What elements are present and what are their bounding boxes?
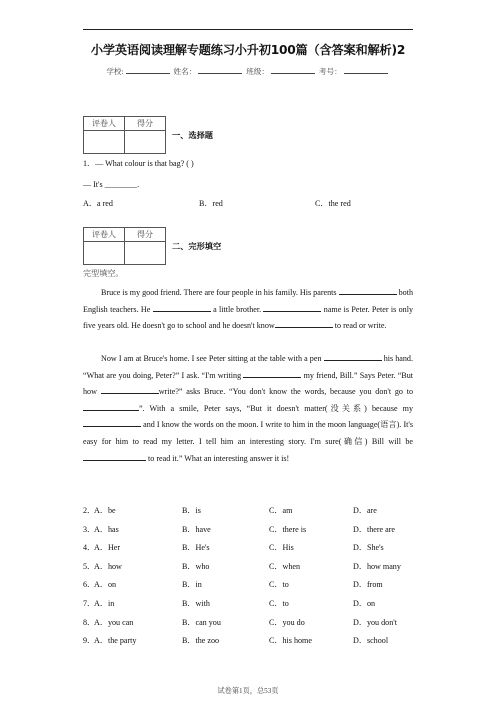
option-row bbox=[83, 579, 423, 591]
option-d[interactable]: D．She's bbox=[353, 543, 384, 553]
option-d[interactable]: D．from bbox=[353, 580, 383, 590]
student-info-line bbox=[0, 66, 496, 77]
grader-cell bbox=[84, 131, 125, 154]
question-1-answer-line: — It's ________. bbox=[83, 180, 140, 189]
option-a[interactable]: A．Her bbox=[94, 543, 121, 553]
option-a[interactable]: A．how bbox=[94, 561, 122, 571]
question-number: 7． bbox=[83, 599, 96, 608]
option-a[interactable]: A．be bbox=[94, 506, 116, 515]
blank-5[interactable] bbox=[275, 319, 333, 328]
option-b[interactable]: B．have bbox=[182, 524, 211, 534]
option-row bbox=[83, 635, 423, 647]
blank-6[interactable] bbox=[324, 352, 382, 361]
option-a[interactable]: A．has bbox=[94, 524, 119, 534]
option-row bbox=[83, 524, 423, 536]
option-d[interactable]: D．are bbox=[353, 506, 377, 515]
option-row bbox=[83, 505, 423, 517]
blank-9[interactable] bbox=[83, 402, 139, 411]
blank-11[interactable] bbox=[83, 452, 146, 461]
option-d[interactable]: D．how many bbox=[353, 561, 401, 571]
header-rule bbox=[83, 29, 413, 30]
passage-paragraph-1: Bruce is my good friend. There are four people in his family. His parents both English teachers. He a little brother. name is Peter. Peter is only five years old. He doesn't go to school and he doesn't know to read or write. bbox=[83, 288, 414, 331]
question-1: 1．— What colour is that bag? ( ) bbox=[83, 159, 194, 168]
section-2-subtitle: 完型填空。 bbox=[83, 269, 124, 278]
blank-3[interactable] bbox=[153, 303, 211, 312]
option-b[interactable]: B．He's bbox=[182, 543, 210, 553]
option-b[interactable]: B．is bbox=[182, 506, 201, 515]
name-blank[interactable] bbox=[198, 66, 242, 74]
option-a[interactable]: A．on bbox=[94, 580, 117, 590]
page-footer: 试卷第1页，总53页 bbox=[217, 687, 279, 695]
option-b[interactable]: B．with bbox=[182, 599, 210, 608]
blank-8[interactable] bbox=[101, 385, 159, 394]
question-number: 2． bbox=[83, 506, 96, 515]
score-table-2 bbox=[83, 227, 166, 265]
name-label: 姓名： bbox=[173, 67, 197, 76]
number-label: 考号： bbox=[318, 67, 342, 76]
option-row bbox=[83, 598, 423, 610]
blank-2[interactable] bbox=[339, 286, 397, 295]
option-1a[interactable]: A．a red bbox=[83, 199, 113, 208]
option-c[interactable]: C．His bbox=[269, 543, 294, 553]
question-number: 5． bbox=[83, 561, 96, 571]
grader-cell bbox=[84, 242, 125, 265]
option-d[interactable]: D．there are bbox=[353, 524, 396, 534]
option-b[interactable]: B．can you bbox=[182, 617, 221, 627]
option-1b[interactable]: B．red bbox=[199, 199, 223, 208]
option-1c[interactable]: C．the red bbox=[315, 199, 351, 208]
score-table-1 bbox=[83, 116, 166, 154]
option-d[interactable]: D．school bbox=[353, 636, 389, 646]
school-label: 学校: bbox=[106, 67, 124, 76]
question-number: 4． bbox=[83, 543, 96, 553]
option-b[interactable]: B．the zoo bbox=[182, 636, 220, 646]
option-c[interactable]: C．when bbox=[269, 561, 301, 571]
question-number: 6． bbox=[83, 580, 96, 590]
section-1-title: 一、选择题 bbox=[172, 130, 213, 140]
option-a[interactable]: A．the party bbox=[94, 636, 137, 646]
score-header: 得分 bbox=[125, 228, 166, 242]
grader-header: 评卷人 bbox=[84, 117, 125, 131]
question-number: 3． bbox=[83, 524, 96, 534]
class-label: 班级： bbox=[246, 67, 269, 76]
question-number: 8． bbox=[83, 617, 96, 627]
option-row bbox=[83, 561, 423, 573]
number-blank[interactable] bbox=[344, 66, 388, 74]
section-2-title: 二、完形填空 bbox=[172, 241, 222, 251]
blank-7[interactable] bbox=[243, 369, 301, 378]
option-a[interactable]: A．in bbox=[94, 599, 115, 608]
option-a[interactable]: A．you can bbox=[94, 617, 134, 627]
blank-4[interactable] bbox=[263, 303, 321, 312]
option-b[interactable]: B．who bbox=[182, 561, 210, 571]
option-c[interactable]: C．to bbox=[269, 580, 289, 590]
option-d[interactable]: D．you don't bbox=[353, 617, 397, 627]
grader-header: 评卷人 bbox=[84, 228, 125, 242]
question-number: 9． bbox=[83, 636, 96, 646]
option-row bbox=[83, 617, 423, 629]
page-title: 小学英语阅读理解专题练习小升初100篇（含答案和解析)2 bbox=[90, 43, 406, 57]
score-header: 得分 bbox=[125, 117, 166, 131]
score-cell bbox=[125, 131, 166, 154]
option-c[interactable]: C．there is bbox=[269, 524, 307, 534]
option-c[interactable]: C．to bbox=[269, 599, 289, 608]
option-b[interactable]: B．in bbox=[182, 580, 202, 590]
blank-10[interactable] bbox=[83, 418, 141, 427]
class-blank[interactable] bbox=[271, 66, 315, 74]
option-row bbox=[83, 542, 423, 554]
school-blank[interactable] bbox=[126, 66, 170, 74]
option-c[interactable]: C．you do bbox=[269, 617, 305, 627]
option-c[interactable]: C．his home bbox=[269, 636, 312, 646]
option-c[interactable]: C．am bbox=[269, 506, 293, 515]
passage-paragraph-2: Now I am at Bruce's home. I see Peter sitting at the table with a pen his hand. “What are you doing, Peter?” I ask. “I'm writing my friend, Bill.” Says Peter. “But how write?” asks Bruce. “You don't know the words, because you don't go to ”. With a smile, Peter says, “But it doesn't matter(没关系) because my and I know the words on the moon. I write to him in the moon language(语言). It's easy for him to read my letter. I tell him an interesting story. I'm sure(确信) Bill will be to read it.” What an interesting answer it is! bbox=[83, 354, 413, 463]
score-cell bbox=[125, 242, 166, 265]
option-d[interactable]: D．on bbox=[353, 599, 376, 608]
